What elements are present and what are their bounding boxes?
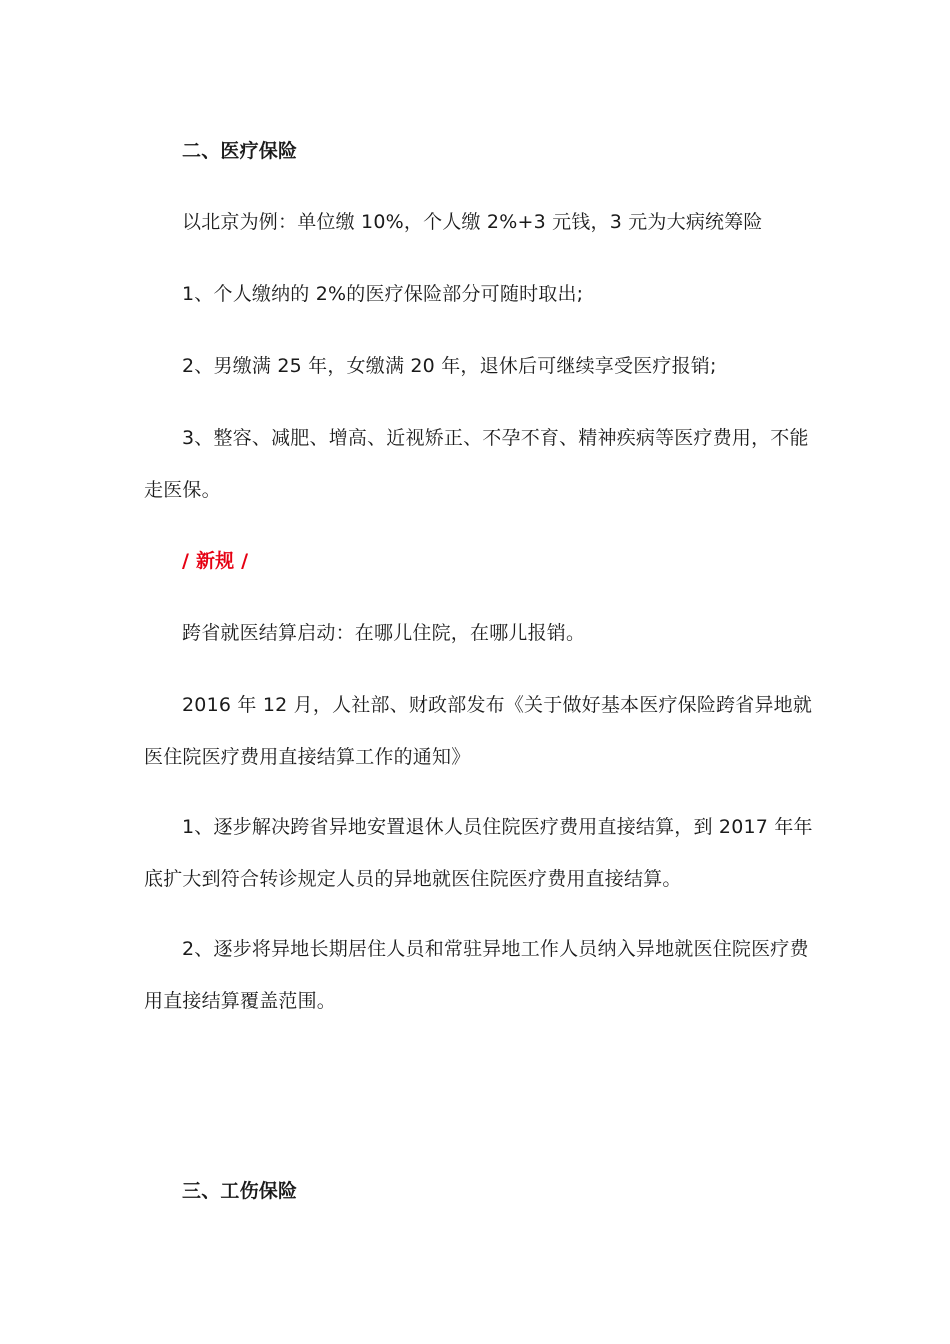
notice-line-1: 2016 年 12 月，人社部、财政部发布《关于做好基本医疗保险跨省异地就 xyxy=(182,694,813,716)
new-rules-summary: 跨省就医结算启动：在哪儿住院，在哪儿报销。 xyxy=(182,622,586,644)
new-rules-item-1-line-1: 1、逐步解决跨省异地安置退休人员住院医疗费用直接结算，到 2017 年年 xyxy=(182,816,813,838)
new-rules-item-2-line-1: 2、逐步将异地长期居住人员和常驻异地工作人员纳入异地就医住院医疗费 xyxy=(182,938,809,960)
medical-item-3-line-1: 3、整容、减肥、增高、近视矫正、不孕不育、精神疾病等医疗费用，不能 xyxy=(182,427,809,449)
new-rules-item-2-line-2: 用直接结算覆盖范围。 xyxy=(144,990,337,1012)
new-rules-item-1-line-2: 底扩大到符合转诊规定人员的异地就医住院医疗费用直接结算。 xyxy=(144,868,682,890)
section-heading-medical-insurance: 二、医疗保险 xyxy=(182,140,298,162)
medical-item-2: 2、男缴满 25 年，女缴满 20 年，退休后可继续享受医疗报销; xyxy=(182,355,717,377)
medical-item-1: 1、个人缴纳的 2%的医疗保险部分可随时取出; xyxy=(182,283,584,305)
medical-item-3-line-2: 走医保。 xyxy=(144,479,221,501)
medical-insurance-intro: 以北京为例：单位缴 10%，个人缴 2%+3 元钱，3 元为大病统筹险 xyxy=(182,211,763,233)
new-rules-label: / 新规 / xyxy=(182,550,249,572)
notice-line-2: 医住院医疗费用直接结算工作的通知》 xyxy=(144,746,471,768)
section-heading-work-injury-insurance: 三、工伤保险 xyxy=(182,1180,298,1202)
